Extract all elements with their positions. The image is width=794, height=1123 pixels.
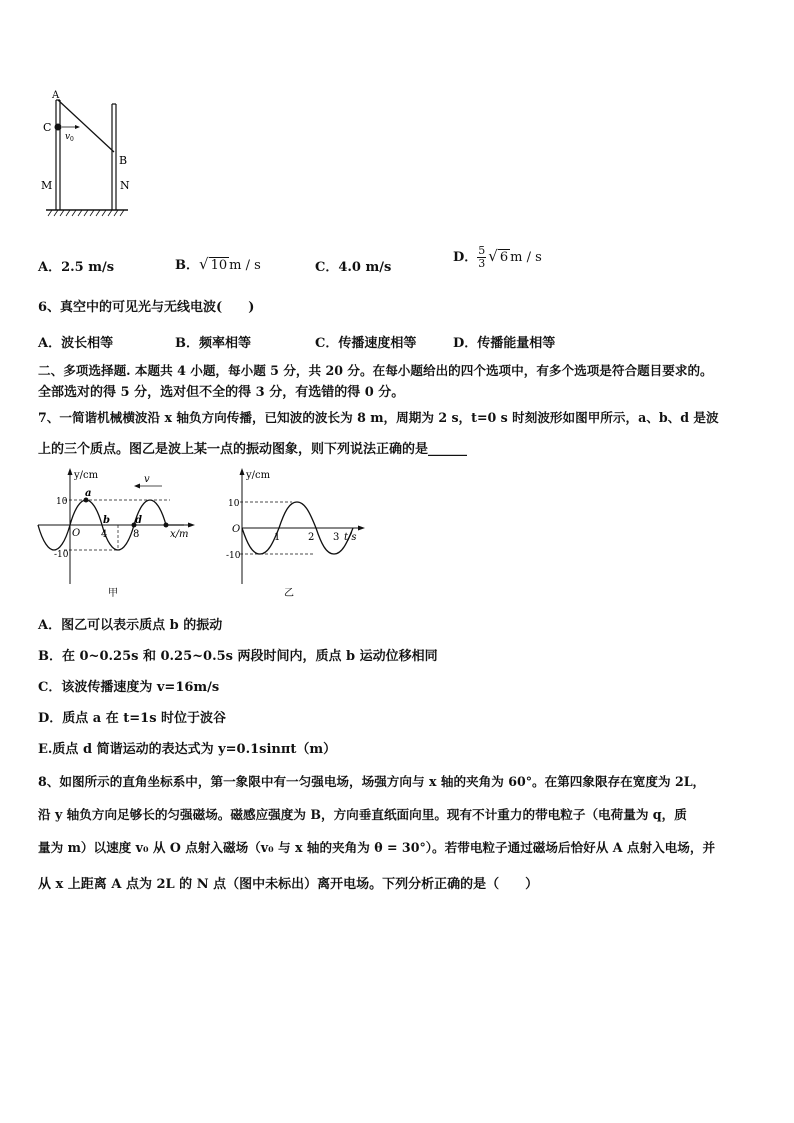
yi-y-pos: 10: [228, 499, 240, 509]
q5-option-d: D． $\frac{5}{3}$ √ 6 m / s: [453, 244, 542, 270]
jia-ylabel: y/cm: [74, 470, 99, 481]
jia-tick-8: 8: [133, 529, 140, 540]
yi-y-neg: -10: [226, 551, 241, 561]
label-M: M: [41, 179, 53, 192]
q6-option-d: D．传播能量相等: [453, 336, 556, 351]
q7-option-b: B．在 0~0.25s 和 0.25~0.5s 两段时间内，质点 b 运动位移相同: [38, 649, 438, 664]
wave-figure-jia: [34, 466, 204, 600]
q7-option-c: C．该波传播速度为 v=16m/s: [38, 680, 220, 695]
jia-y-pos: 10: [56, 497, 68, 507]
jia-tick-4: 4: [101, 529, 108, 540]
label-N: N: [120, 179, 130, 192]
jia-point-a: a: [85, 488, 92, 499]
jia-v-label: v: [144, 474, 150, 485]
label-B: B: [119, 154, 128, 167]
label-A: A: [52, 90, 60, 101]
q5-option-b: B．√ 10 m / s: [175, 255, 261, 273]
yi-xlabel: t/s: [344, 532, 357, 543]
q6-option-b: B．频率相等: [175, 336, 251, 351]
jia-point-b: b: [103, 515, 110, 526]
yi-tick-3: 3: [333, 532, 340, 543]
q8-line4: 从 x 上距离 A 点为 2L 的 N 点（图中未标出）离开电场。下列分析正确的是（ ）: [38, 877, 539, 892]
section2-line1: 二、多项选择题. 本题共 4 小题，每小题 5 分，共 20 分。在每小题给出的四个选项中，有多个选项是符合题目要求的。: [38, 363, 713, 378]
yi-caption: 乙: [284, 588, 294, 599]
q6-option-a: A．波长相等: [38, 336, 114, 351]
q8-line1: 8、如图所示的直角坐标系中，第一象限中有一匀强电场，场强方向与 x 轴的夹角为 60°。在第四象限存在宽度为 2L，: [38, 774, 706, 789]
q6-stem: 6、真空中的可见光与无线电波( ): [38, 300, 255, 315]
yi-ylabel: y/cm: [246, 470, 271, 481]
jia-point-d: d: [135, 515, 142, 526]
q8-line3: 量为 m）以速度 v₀ 从 O 点射入磁场（v₀ 与 x 轴的夹角为 θ = 30°）。若带电粒子通过磁场后恰好从 A 点射入电场，并: [38, 840, 716, 855]
q7-line2: 上的三个质点。图乙是波上某一点的振动图象，则下列说法正确的是______: [38, 442, 468, 457]
jia-y-neg: -10: [54, 550, 69, 560]
q7-option-d: D．质点 a 在 t=1s 时位于波谷: [38, 711, 227, 726]
jia-xlabel: x/m: [170, 529, 189, 540]
jia-origin: O: [72, 528, 81, 539]
yi-origin: O: [232, 524, 241, 535]
label-v0-sub: 0: [70, 136, 74, 143]
jia-caption: 甲: [108, 588, 118, 599]
section2-line2: 全部选对的得 5 分，选对但不全的得 3 分，有选错的得 0 分。: [38, 385, 405, 400]
yi-tick-2: 2: [308, 532, 315, 543]
rod-slope-figure: [36, 88, 146, 218]
q7-option-e: E.质点 d 简谐运动的表达式为 y=0.1sinπt（m）: [38, 742, 337, 757]
vibration-figure-yi: [222, 466, 372, 600]
yi-tick-1: 1: [274, 532, 281, 543]
q6-option-c: C．传播速度相等: [315, 336, 417, 351]
q8-line2: 沿 y 轴负方向足够长的匀强磁场。磁感应强度为 B，方向垂直纸面向里。现有不计重力的带电粒子（电荷量为 q，质: [38, 807, 687, 822]
q7-line1: 7、一简谐机械横波沿 x 轴负方向传播，已知波的波长为 8 m，周期为 2 s，t=0 s 时刻波形如图甲所示，a、b、d 是波: [38, 410, 719, 425]
q5-option-a: A．2.5 m/s: [38, 260, 115, 275]
label-C: C: [43, 121, 52, 134]
q5-option-c: C．4.0 m/s: [315, 260, 392, 275]
q7-option-a: A．图乙可以表示质点 b 的振动: [38, 618, 223, 633]
label-v0: v: [65, 132, 71, 142]
